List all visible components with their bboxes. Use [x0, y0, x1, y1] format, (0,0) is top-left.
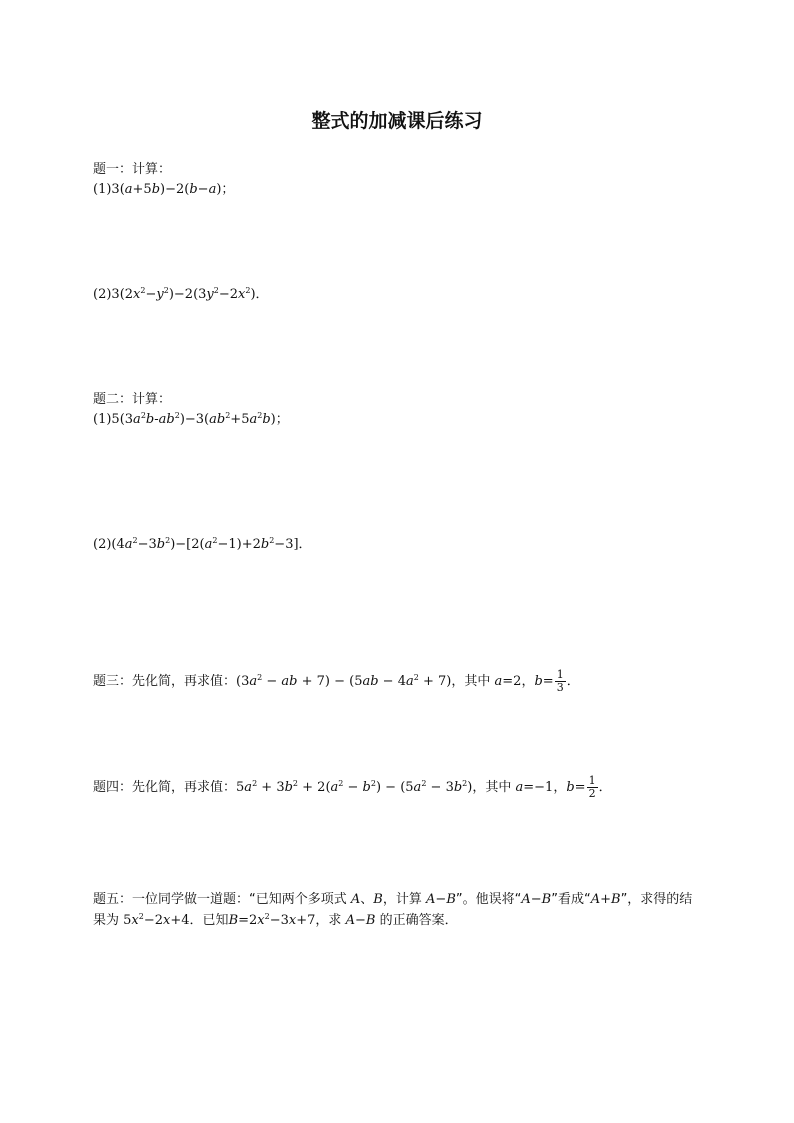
- q1-label: 题一：计算：: [93, 162, 172, 177]
- q2-part1: $(1)5(3a^2b-ab^2)-3(ab^2+5a^2b)$；: [93, 411, 289, 427]
- q1-part2: $(2)3(2x^2-y^2)-2(3y^2-2x^2)$．: [93, 286, 269, 302]
- q1-part1: (1)3(a+5b)−2(b−a)；: [93, 182, 235, 197]
- q4-b-fraction: $\frac{1}{2}$: [588, 774, 596, 800]
- page-title: 整式的加减课后练习: [311, 110, 483, 132]
- q4-line: 题四：先化简，再求值：$5a^2 + 3b^2 + 2(a^2 - b^2) - (5a^2 - 3b^2)$，其中 a=−1，b= $\frac{1}{2}$ ．: [93, 774, 612, 800]
- q3-b-fraction: $\frac{1}{3}$: [556, 668, 564, 694]
- q3-line: 题三：先化简，再求值：($3a^2$ − ab + $7) - (5ab - 4a^2 + 7)$，其中 a=2，b= $\frac{1}{3}$ ．: [93, 668, 580, 694]
- q2-part2: $(2)(4a^2-3b^2)-[2(a^2-1)+2b^2-3]$．: [93, 536, 312, 552]
- q5-paragraph: 题五：一位同学做一道题：“已知两个多项式 A、B，计算 A−B”。他误将“A−B”看成“A+B”，求得的结果为 $5x^2-2x+4$．已知$B=2x^2-3x+7$，求 A−B 的正确答案．: [93, 892, 693, 928]
- q2-label: 题二：计算：: [93, 392, 172, 407]
